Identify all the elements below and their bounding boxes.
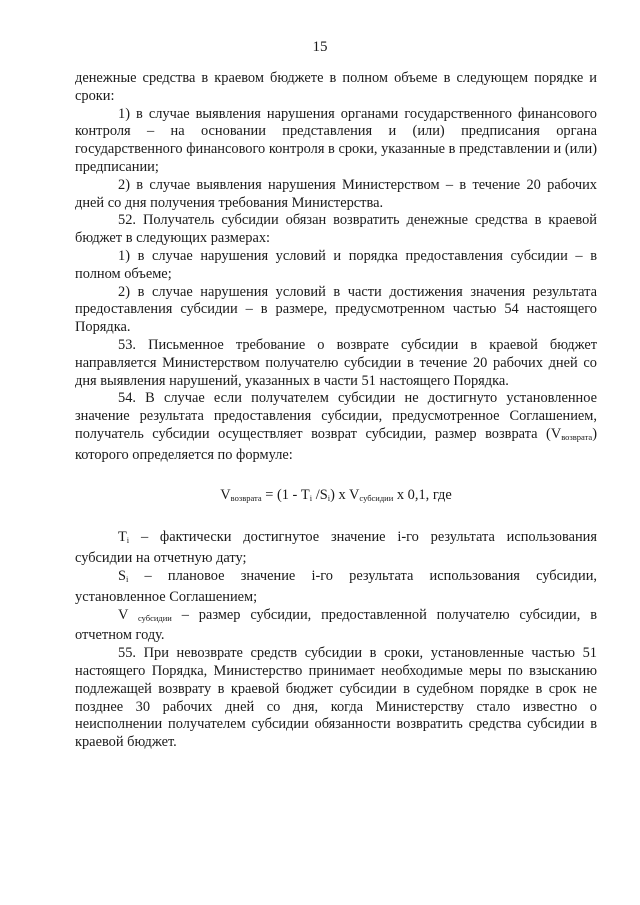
paragraph-55: 55. При невозврате средств субсидии в сроки, установленные частью 51 настоящего Порядка, Министерство принимает необходимые меры по взысканию подлежащей возврату в краевой бюджет субсидии в судебном порядке в срок не позднее 30 рабочих дней со дня, когда Министерству стало известно о неисполнении получателем субсидии обязанности возвратить средства субсидии в краевой бюджет. xyxy=(75,645,597,751)
definition-v-subscript: субсидии xyxy=(137,612,172,623)
definition-v-symbol: V xyxy=(118,606,129,623)
paragraph-54-subscript: возврата xyxy=(561,431,593,442)
paragraph-continuation: денежные средства в краевом бюджете в полном объеме в следующем порядке и сроки: xyxy=(75,70,597,104)
page-number: 15 xyxy=(312,39,328,55)
definition-t-text: – фактически достигнутое значение i-го результата использования субсидии на отчетную дату; xyxy=(75,529,597,567)
definition-t-subscript: i xyxy=(126,535,130,546)
formula-s-subscript: i xyxy=(327,492,331,503)
formula-tail: x 0,1, где xyxy=(393,486,452,503)
formula-v-subscript: возврата xyxy=(230,492,262,503)
document-body xyxy=(75,70,597,752)
paragraph-53: 53. Письменное требование о возврате субсидии в краевой бюджет направляется Министерством получателю субсидии в течение 20 рабочих дней со дня выявления нарушений, указанных в части 51 настоящего Порядка. xyxy=(75,336,597,389)
paragraph-54 xyxy=(75,390,597,464)
definition-s-text: – плановое значение i-го результата использования субсидии, установленное Соглашением; xyxy=(75,567,597,605)
paragraph-54-text: 54. В случае если получателем субсидии не достигнуто установленное значение результата предоставления субсидии, предусмотренное Соглашением, получатель субсидии осуществляет возврат субсидии, размер возврата (V xyxy=(75,390,597,442)
return-formula xyxy=(75,487,597,508)
paragraph-item-2: 2) в случае выявления нарушения Министерством – в течение 20 рабочих дней со дня получения требования Министерства. xyxy=(75,176,597,211)
definition-v-text: – размер субсидии, предоставленной получателю субсидии, в отчетном году. xyxy=(75,606,597,644)
formula-v: V xyxy=(220,486,231,503)
paragraph-52-item-1: 1) в случае нарушения условий и порядка предоставления субсидии – в полном объеме; xyxy=(75,247,597,282)
paragraph-54-end: ) которого определяется по формуле: xyxy=(75,425,597,463)
definition-s-symbol: S xyxy=(118,567,127,584)
definition-s xyxy=(75,568,597,607)
definition-t xyxy=(75,529,597,568)
paragraph-52: 52. Получатель субсидии обязан возвратить денежные средства в краевой бюджет в следующих размерах: xyxy=(75,212,597,247)
formula-eq: = (1 - T xyxy=(261,486,310,503)
definition-s-subscript: i xyxy=(126,573,129,584)
formula-t-subscript: i xyxy=(309,492,313,503)
formula-mid: ) x V xyxy=(330,486,360,503)
formula-v2-subscript: субсидии xyxy=(359,492,394,503)
definition-t-symbol: T xyxy=(118,529,127,546)
paragraph-52-item-2: 2) в случае нарушения условий в части достижения значения результата предоставления субсидии – в размере, предусмотренном частью 54 настоящего Порядка. xyxy=(75,283,597,336)
definition-v xyxy=(75,607,597,646)
formula-slash: /S xyxy=(312,486,328,503)
paragraph-item-1: 1) в случае выявления нарушения органами государственного финансового контроля – на основании представления и (или) предписания органа государственного финансового контроля в сроки, указанные в представлении и (или) предписании; xyxy=(75,105,597,175)
